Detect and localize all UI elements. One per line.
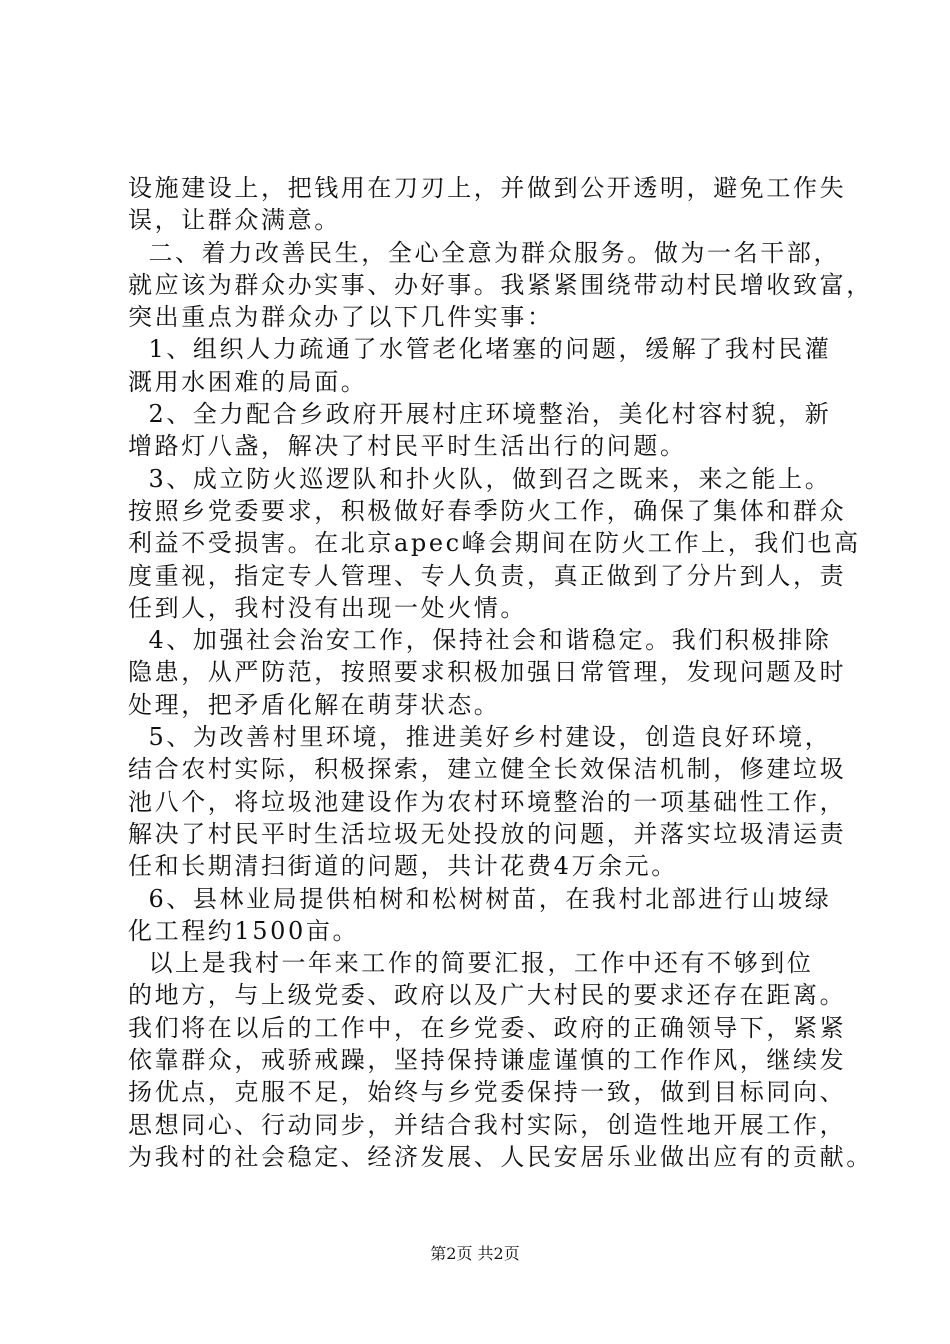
text-line: 以上是我村一年来工作的简要汇报，工作中还有不够到位 xyxy=(128,949,814,978)
text-line: 就应该为群众办实事、办好事。我紧紧围绕带动村民增收致富， xyxy=(128,270,873,299)
text-line: 溉用水困难的局面。 xyxy=(128,367,368,396)
text-line: 设施建设上，把钱用在刀刃上，并做到公开透明，避免工作失 xyxy=(128,174,847,202)
text-line: 任到人，我村没有出现一处火情。 xyxy=(128,593,527,622)
text-line: 误，让群众满意。 xyxy=(128,206,341,235)
text-line: 扬优点，克服不足，始终与乡党委保持一致，做到目标同向、 xyxy=(128,1078,847,1107)
text-line: 5、为改善村里环境，推进美好乡村建设，创造良好环境， xyxy=(128,723,832,752)
text-line: 2、全力配合乡政府开展村庄环境整治，美化村容村貌，新 xyxy=(128,400,832,429)
text-line: 1、组织人力疏通了水管老化堵塞的问题，缓解了我村民灌 xyxy=(128,335,832,364)
document-body xyxy=(128,172,873,1173)
text-line: 思想同心、行动同步，并结合我村实际，创造性地开展工作， xyxy=(128,1110,847,1139)
text-line: 隐患，从严防范，按照要求积极加强日常管理，发现问题及时 xyxy=(128,658,847,687)
text-line: 处理，把矛盾化解在萌芽状态。 xyxy=(128,690,501,719)
text-line: 度重视，指定专人管理、专人负责，真正做到了分片到人，责 xyxy=(128,561,847,590)
text-line: 解决了村民平时生活垃圾无处投放的问题，并落实垃圾清运责 xyxy=(128,819,847,848)
text-line: 池八个，将垃圾池建设作为农村环境整治的一项基础性工作， xyxy=(128,787,847,816)
text-line: 化工程约1500亩。 xyxy=(128,916,360,945)
text-line: 4、加强社会治安工作，保持社会和谐稳定。我们积极排除 xyxy=(128,626,832,655)
text-line: 二、着力改善民生，全心全意为群众服务。做为一名干部， xyxy=(128,238,841,267)
text-line: 的地方，与上级党委、政府以及广大村民的要求还存在距离。 xyxy=(128,981,847,1010)
text-line: 按照乡党委要求，积极做好春季防火工作，确保了集体和群众 xyxy=(128,496,847,525)
text-line: 任和长期清扫街道的问题，共计花费4万余元。 xyxy=(128,852,678,881)
page-footer: 第2页 共2页 xyxy=(430,1244,520,1263)
text-line: 利益不受损害。在北京apec峰会期间在防火工作上，我们也高 xyxy=(128,529,861,558)
text-line: 3、成立防火巡逻队和扑火队，做到召之既来，来之能上。 xyxy=(128,464,832,493)
text-line: 6、县林业局提供柏树和松树树苗，在我村北部进行山坡绿 xyxy=(128,884,832,913)
text-line: 为我村的社会稳定、经济发展、人民安居乐业做出应有的贡献。 xyxy=(128,1142,873,1171)
text-line: 依靠群众，戒骄戒躁，坚持保持谦虚谨慎的工作作风，继续发 xyxy=(128,1046,847,1075)
text-line: 突出重点为群众办了以下几件实事： xyxy=(128,303,554,332)
text-line: 增路灯八盏，解决了村民平时生活出行的问题。 xyxy=(128,432,687,461)
text-line: 我们将在以后的工作中，在乡党委、政府的正确领导下，紧紧 xyxy=(128,1013,847,1042)
text-line: 结合农村实际，积极探索，建立健全长效保洁机制，修建垃圾 xyxy=(128,755,847,784)
